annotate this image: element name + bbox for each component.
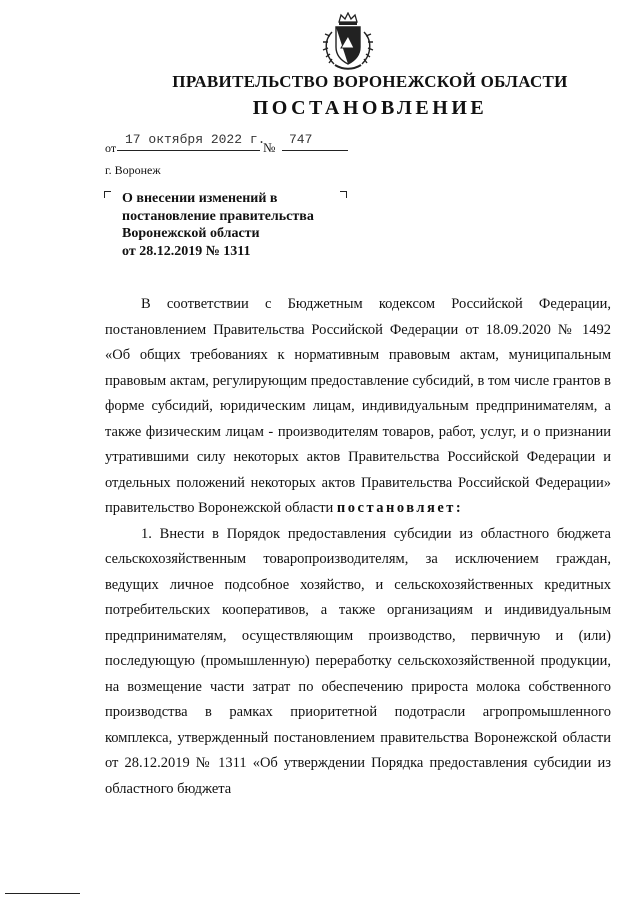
document-body <box>105 292 611 802</box>
number-underline <box>282 150 348 151</box>
date-number-row <box>105 132 365 154</box>
item-1-paragraph: 1. Внести в Порядок предоставления субсидии из областного бюджета сельскохозяйственным товаропроизводителям, за исключением граждан, ведущих личное подсобное хозяйство, и сельскохозяйственных кредитных потребительских кооперативов, а также организациям и индивидуальным предпринимателям, осуществляющим производство, первичную и (или) последующую (промышленную) переработку сельскохозяйственной продукции, на возмещение части затрат по обеспечению прироста молока собственного производства в рамках приоритетной подотрасли агропромышленного комплекса, утвержденный постановлением правительства Воронежской области от 28.12.2019 № 1311 «Об утверждении Порядка предоставления субсидии из областного бюджета <box>105 525 611 797</box>
org-title: ПРАВИТЕЛЬСТВО ВОРОНЕЖСКОЙ ОБЛАСТИ <box>172 72 568 91</box>
document-subject <box>122 190 352 260</box>
document-number: 747 <box>289 132 313 147</box>
corner-bracket-left <box>104 191 111 198</box>
subject-line: О внесении изменений в <box>122 191 278 206</box>
date-label: от <box>105 141 117 155</box>
preamble-paragraph <box>105 292 611 522</box>
preamble-text: В соответствии с Бюджетным кодексом Российской Федерации, постановлением Правительства Российской Федерации от 18.09.2020 № 1492 «Об общих требованиях к нормативным правовым актам, муниципальным правовым актам, регулирующим предоставление субсидий, в том числе грантов в форме субсидий, юридическим лицам, индивидуальным предпринимателям, а также физическим лицам - производителям товаров, работ, услуг, и о признании утратившими силу некоторых актов Правительства Российской Федерации и отдельных положений некоторых актов Правительства Российской Федерации» правительство Воронежской области <box>105 296 611 516</box>
document-type-title: ПОСТАНОВЛЕНИЕ <box>252 97 488 119</box>
number-label: № <box>263 140 276 155</box>
date-underline <box>117 150 260 151</box>
subject-line: от 28.12.2019 № 1311 <box>122 243 251 259</box>
date-value: 17 октября 2022 г. <box>125 132 266 147</box>
resolves-keyword: постановляет: <box>336 500 464 516</box>
subject-line: Воронежской области <box>122 226 260 241</box>
coat-of-arms-icon <box>319 12 377 74</box>
city-label: г. Воронеж <box>105 163 161 177</box>
footer-rule <box>5 893 80 894</box>
subject-line: постановление правительства <box>122 208 314 224</box>
